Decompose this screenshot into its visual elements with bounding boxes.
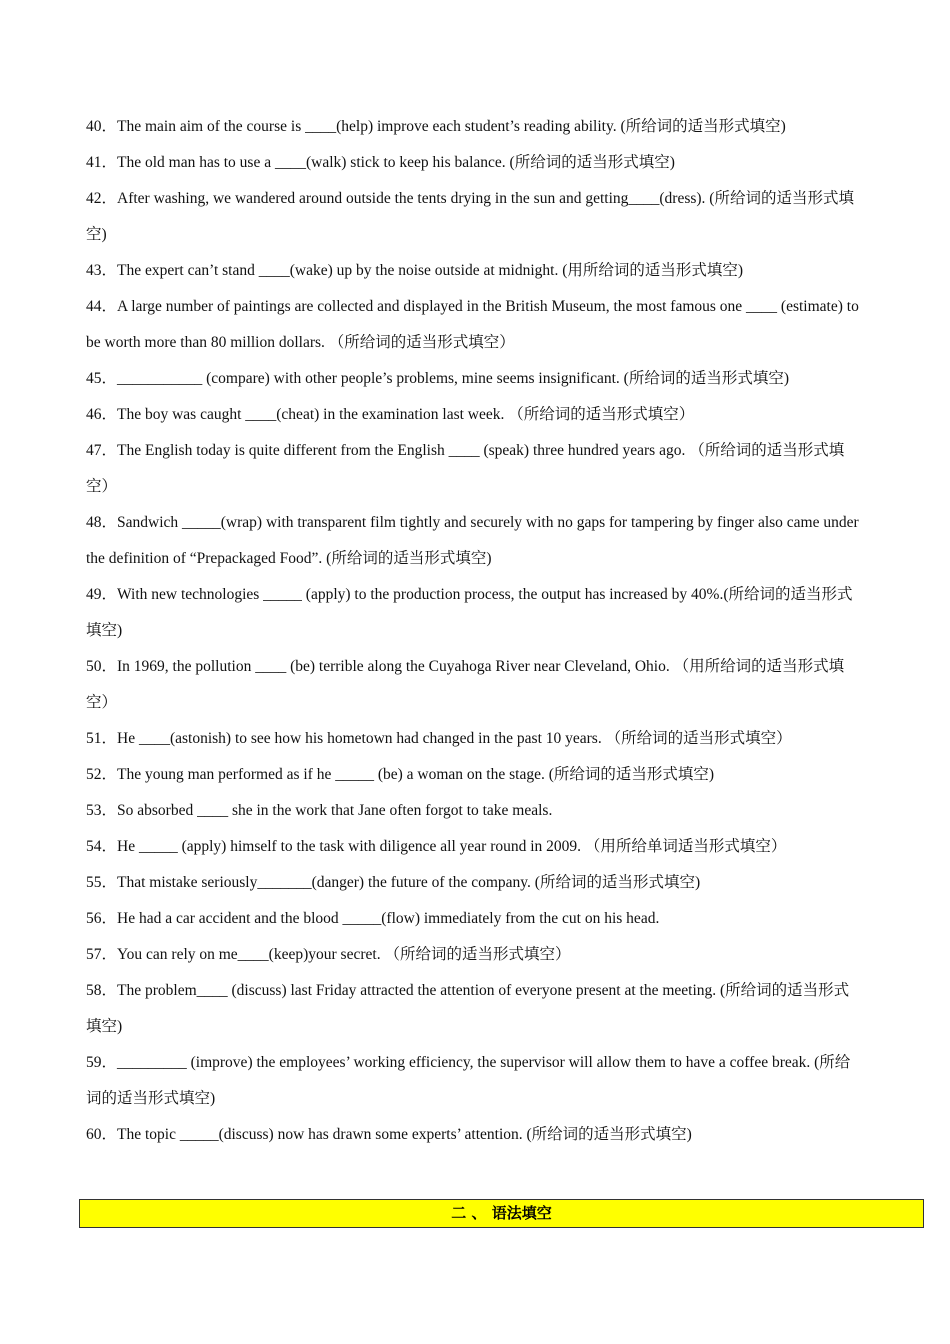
question-item: 47．The English today is quite different from the English ____ (speak) three hundred years ago. （所给词的适当形式填空）: [86, 442, 845, 495]
question-item: 52．The young man performed as if he _____ (be) a woman on the stage. (所给词的适当形式填空): [86, 766, 715, 783]
question-item: 44．A large number of paintings are collected and displayed in the British Museum, the most famous one ____ (estimate) to be worth more than 80 million dollars. （所给词的适当形式填空）: [86, 298, 859, 351]
question-item: 51．He ____(astonish) to see how his hometown had changed in the past 10 years. （所给词的适当形式填空）: [86, 730, 792, 747]
question-item: 43．The expert can’t stand ____(wake) up by the noise outside at midnight. (用所给词的适当形式填空): [86, 262, 744, 279]
question-item: 48．Sandwich _____(wrap) with transparent film tightly and securely with no gaps for tampering by finger also came under the definition of “Prepackaged Food”. (所给词的适当形式填空): [86, 514, 859, 567]
question-item: 60．The topic _____(discuss) now has drawn some experts’ attention. (所给词的适当形式填空): [86, 1126, 692, 1143]
question-item: 55．That mistake seriously_______(danger) the future of the company. (所给词的适当形式填空): [86, 874, 701, 891]
question-item: 58．The problem____ (discuss) last Friday attracted the attention of everyone present at the meeting. (所给词的适当形式填空): [86, 982, 850, 1035]
question-item: 59．_________ (improve) the employees’ working efficiency, the supervisor will allow them to have a coffee break. (所给词的适当形式填空): [86, 1054, 851, 1107]
question-item: 57．You can rely on me____(keep)your secret. （所给词的适当形式填空）: [86, 946, 571, 963]
question-item: 50．In 1969, the pollution ____ (be) terrible along the Cuyahoga River near Cleveland, Ohio. （用所给词的适当形式填空）: [86, 658, 845, 711]
question-item: 54．He _____ (apply) himself to the task with diligence all year round in 2009. （用所给单词适当形式填空）: [86, 838, 787, 855]
question-item: 46．The boy was caught ____(cheat) in the examination last week. （所给词的适当形式填空）: [86, 406, 695, 423]
question-item: 56．He had a car accident and the blood _____(flow) immediately from the cut on his head.: [86, 910, 660, 927]
question-item: 53．So absorbed ____ she in the work that Jane often forgot to take meals.: [86, 802, 553, 819]
question-item: 40．The main aim of the course is ____(help) improve each student’s reading ability. (所给词的适当形式填空): [86, 118, 786, 135]
question-item: 45．___________ (compare) with other people’s problems, mine seems insignificant. (所给词的适当形式填空): [86, 370, 789, 387]
question-item: 42．After washing, we wandered around outside the tents drying in the sun and getting____(dress). (所给词的适当形式填空): [86, 190, 854, 243]
question-item: 41．The old man has to use a ____(walk) stick to keep his balance. (所给词的适当形式填空): [86, 154, 675, 171]
question-list: [86, 109, 864, 1153]
section-heading-banner: 二 、 语法填空: [79, 1199, 924, 1228]
question-item: 49．With new technologies _____ (apply) to the production process, the output has increased by 40%.(所给词的适当形式填空): [86, 586, 853, 639]
